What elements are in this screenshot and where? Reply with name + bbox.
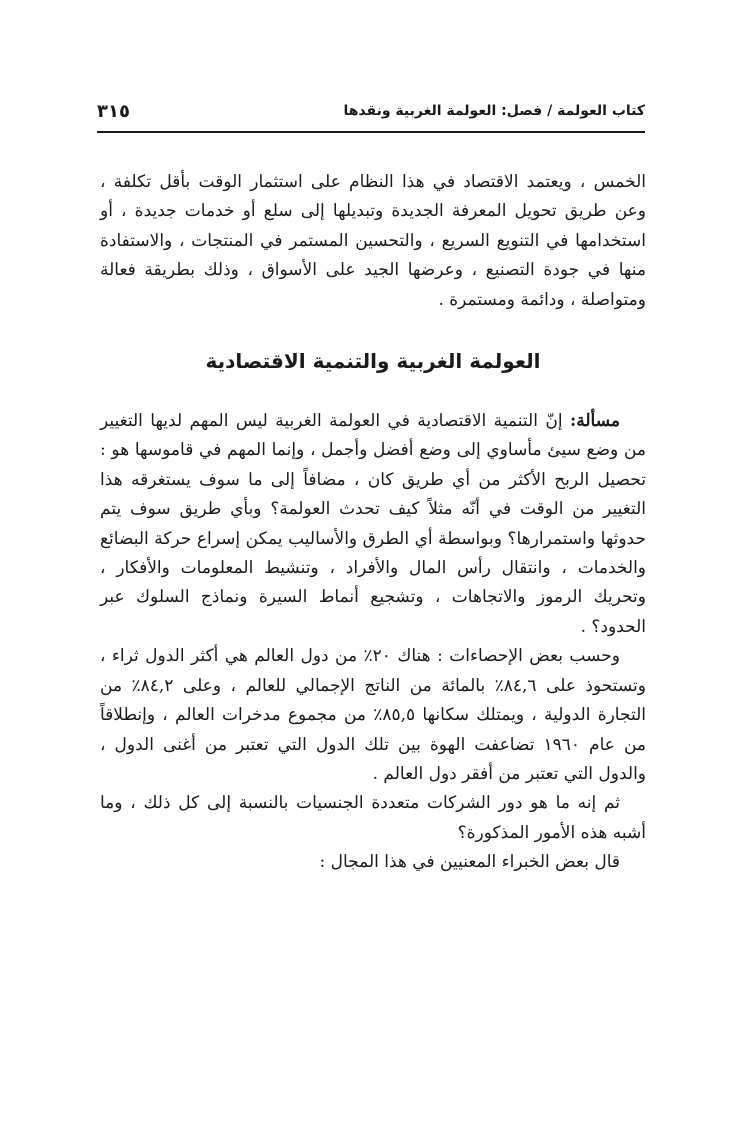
paragraph-4: ثم إنه ما هو دور الشركات متعددة الجنسيات بالنسبة إلى كل ذلك ، وما أشبه هذه الأمور المذكورة؟ (100, 793, 646, 843)
masala-label: مسألة: (569, 411, 620, 432)
body-text (100, 168, 646, 878)
paragraph-3: وحسب بعض الإحصاءات : هناك ٢٠٪ من دول العالم هي أكثر الدول ثراء ، وتستحوذ على ٨٤,٦٪ بالمائة من الناتج الإجمالي للعالم ، وعلى ٨٤,٢٪ من التجارة الدولية ، ويمتلك سكانها ٨٥,٥٪ من مجموع مدخرات العالم ، وإنطلاقاً من عام ١٩٦٠ تضاعفت الهوة بين تلك الدول التي تعتبر من أغنى الدول ، والدول التي تعتبر من أفقر دول العالم . (100, 646, 646, 784)
header-rule (97, 131, 645, 133)
paragraph-2 (100, 407, 646, 642)
section-heading: العولمة الغربية والتنمية الاقتصادية (205, 349, 541, 374)
running-header (97, 96, 645, 126)
running-title: كتاب العولمة / فصل: العولمة الغربية ونقدها (343, 103, 645, 119)
paragraph-2-text: إنّ التنمية الاقتصادية في العولمة الغربية ليس المهم لديها التغيير من وضع سيئ مأساوي إلى وضع أفضل وأجمل ، وإنما المهم في قاموسها هو : تحصيل الربح الأكثر من أي طريق كان ، مضافاً إلى ما سوف يستغرقه هذا التغيير من الوقت في أنّه مثلاً كيف تحدث العولمة؟ وبأي طريق سوف يتم حدوثها واستمرارها؟ وبواسطة أي الطرق والأساليب يمكن إسراع حركة البضائع والخدمات ، وانتقال رأس المال والأفراد ، وتنشيط المعلومات والأفكار ، وتحريك الرموز والاتجاهات ، وتشجيع أنماط السيرة ونماذج السلوك عبر الحدود؟ . (100, 411, 646, 637)
paragraph-5: قال بعض الخبراء المعنيين في هذا المجال : (319, 852, 620, 873)
page-number: ٣١٥ (97, 100, 130, 122)
paragraph-1: الخمس ، ويعتمد الاقتصاد في هذا النظام على استثمار الوقت بأقل تكلفة ، وعن طريق تحويل المعرفة الجديدة وتبديلها إلى سلع أو خدمات جديدة ، أو استخدامها في التنويع السريع ، والتحسين المستمر في المنتجات ، والاستفادة منها في جودة التصنيع ، وعرضها الجيد على الأسواق ، وذلك بطريقة فعالة ومتواصلة ، ودائمة ومستمرة . (100, 172, 646, 310)
